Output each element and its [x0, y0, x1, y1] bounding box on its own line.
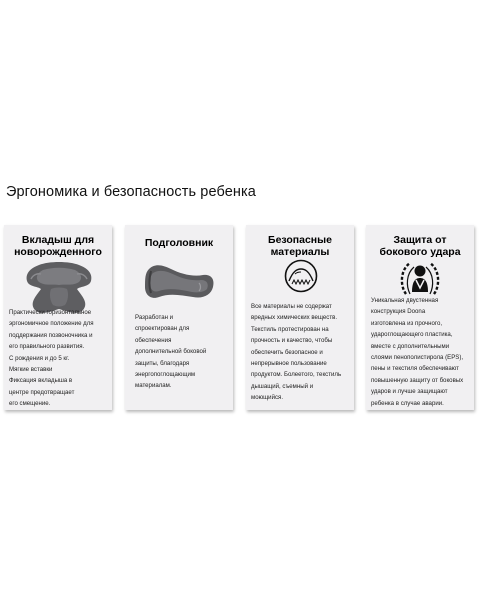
card-side-impact [366, 225, 474, 410]
text-line: вместе с дополнительными [371, 342, 450, 350]
card-safe-materials [246, 225, 354, 410]
text-line: энергопоглощающим [135, 371, 196, 379]
text-line: слоями пенополистирола (EPS), [371, 354, 464, 362]
card-title [4, 234, 112, 258]
card-title-line: Подголовник [144, 237, 214, 249]
card-description [9, 307, 94, 410]
text-line: продуктом. Болеетого, текстиль [251, 371, 342, 379]
text-line: спроектирован для [135, 325, 190, 333]
text-line: повышенную защиту от боковых [371, 376, 464, 384]
text-line: ребенка в случае аварии. [371, 399, 444, 407]
card-description [251, 301, 341, 404]
text-line: Мягкие вставки [9, 366, 53, 374]
safe-materials-icon [284, 259, 318, 293]
card-infant-insert [4, 225, 112, 410]
text-line: Текстиль протестирован на [251, 325, 329, 333]
text-line: Разработан и [135, 314, 174, 321]
text-line: эргономичное положение для [9, 320, 94, 328]
headrest-image [141, 259, 217, 307]
text-line: дополнительной боковой [135, 348, 207, 356]
card-title [366, 234, 474, 258]
side-impact-icon [396, 258, 444, 296]
text-line: материалам. [135, 382, 172, 390]
text-line: обеспечить безопасное и [251, 348, 323, 356]
card-title-line: Защита от [393, 234, 447, 246]
text-line: центре предотвращает [9, 388, 75, 396]
card-title [125, 237, 233, 249]
card-title-line: материалы [270, 246, 330, 258]
text-line: удароглощающего пластика, [371, 331, 453, 339]
card-title-line: бокового удара [379, 246, 461, 258]
card-description [371, 295, 463, 409]
text-line: защиты, благодаря [135, 359, 190, 367]
text-line: ударов и лучше защищают [371, 388, 448, 396]
text-line: дышащий, съемный и [251, 382, 314, 390]
card-title [246, 234, 354, 258]
text-line: непрерывное пользование [251, 360, 327, 368]
page-title: Эргономика и безопасность ребенка [6, 184, 256, 200]
card-title-line: Безопасные [268, 234, 332, 246]
text-line: его правильного развития. [9, 343, 85, 351]
text-line: Практически горизонтальное [9, 309, 92, 316]
text-line: Все материалы не содержат [251, 303, 332, 310]
text-line: моющийся. [251, 394, 284, 402]
text-line: изготовлена из прочного, [371, 319, 443, 327]
text-line: Фиксация вкладыша в [9, 377, 73, 385]
text-line: его смещение. [9, 400, 51, 408]
text-line: обеспечения [135, 336, 172, 344]
text-line: Уникальная двустенная [371, 297, 439, 304]
card-title-line: Вкладыш для [21, 234, 95, 246]
card-description [135, 312, 206, 392]
text-line: пены и текстиля обеспечивают [371, 365, 459, 373]
text-line: прочность и качество, чтобы [251, 337, 333, 345]
text-line: конструкция Doona [371, 308, 426, 316]
card-headrest [125, 225, 233, 410]
text-line: С рождения и до 5 кг. [9, 354, 70, 362]
card-title-line: новорожденного [14, 246, 102, 258]
text-line: вредных химических веществ. [251, 314, 338, 322]
text-line: поддержания позвоночника и [9, 331, 93, 339]
